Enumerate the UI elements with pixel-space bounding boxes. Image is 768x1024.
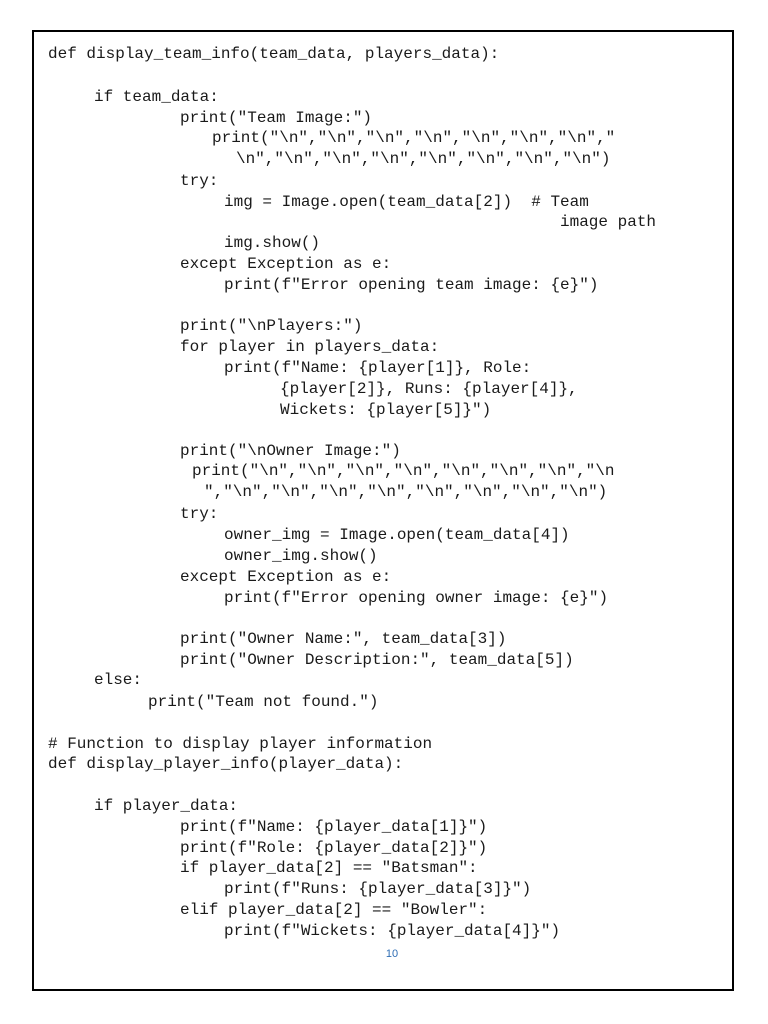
code-line: print("Owner Description:", team_data[5]) (180, 651, 574, 669)
code-line: def display_player_info(player_data): (48, 755, 404, 773)
code-page-frame (32, 30, 734, 991)
code-line: print("Team Image:") (180, 109, 373, 127)
page-number: 10 (385, 948, 399, 960)
code-line: # Function to display player information (48, 735, 433, 753)
code-line: print("Owner Name:", team_data[3]) (180, 630, 507, 648)
code-block (34, 32, 732, 989)
code-line: except Exception as e: (180, 568, 392, 586)
code-line: except Exception as e: (180, 255, 392, 273)
code-line: print("\n","\n","\n","\n","\n","\n","\n","\n (192, 462, 615, 480)
code-line: print("\nPlayers:") (180, 317, 363, 335)
code-line: print(f"Runs: {player_data[3]}") (224, 880, 532, 898)
code-line: img.show() (224, 234, 321, 252)
code-line: if player_data[2] == "Batsman": (180, 859, 478, 877)
code-line: print(f"Role: {player_data[2]}") (180, 839, 488, 857)
code-line: {player[2]}, Runs: {player[4]}, (280, 380, 578, 398)
code-line: owner_img = Image.open(team_data[4]) (224, 526, 570, 544)
code-line: print(f"Name: {player_data[1]}") (180, 818, 488, 836)
code-line: owner_img.show() (224, 547, 378, 565)
code-line: else: (94, 671, 143, 689)
code-line: elif player_data[2] == "Bowler": (180, 901, 488, 919)
code-line: print("Team not found.") (148, 693, 379, 711)
code-line: image path (560, 213, 657, 231)
code-line: def display_team_info(team_data, players_data): (48, 45, 500, 63)
code-line: print("\nOwner Image:") (180, 442, 401, 460)
code-line: if player_data: (94, 797, 239, 815)
code-line: print(f"Name: {player[1]}, Role: (224, 359, 532, 377)
code-line: try: (180, 505, 219, 523)
code-line: Wickets: {player[5]}") (280, 401, 492, 419)
code-line: print(f"Wickets: {player_data[4]}") (224, 922, 561, 940)
code-line: \n","\n","\n","\n","\n","\n","\n","\n") (236, 150, 611, 168)
code-line: ","\n","\n","\n","\n","\n","\n","\n","\n") (204, 483, 608, 501)
code-line: print(f"Error opening owner image: {e}") (224, 589, 609, 607)
code-line: print(f"Error opening team image: {e}") (224, 276, 599, 294)
code-line: try: (180, 172, 219, 190)
code-line: if team_data: (94, 88, 219, 106)
code-line: img = Image.open(team_data[2]) # Team (224, 193, 589, 211)
code-line: print("\n","\n","\n","\n","\n","\n","\n"," (212, 129, 616, 147)
code-line: for player in players_data: (180, 338, 440, 356)
